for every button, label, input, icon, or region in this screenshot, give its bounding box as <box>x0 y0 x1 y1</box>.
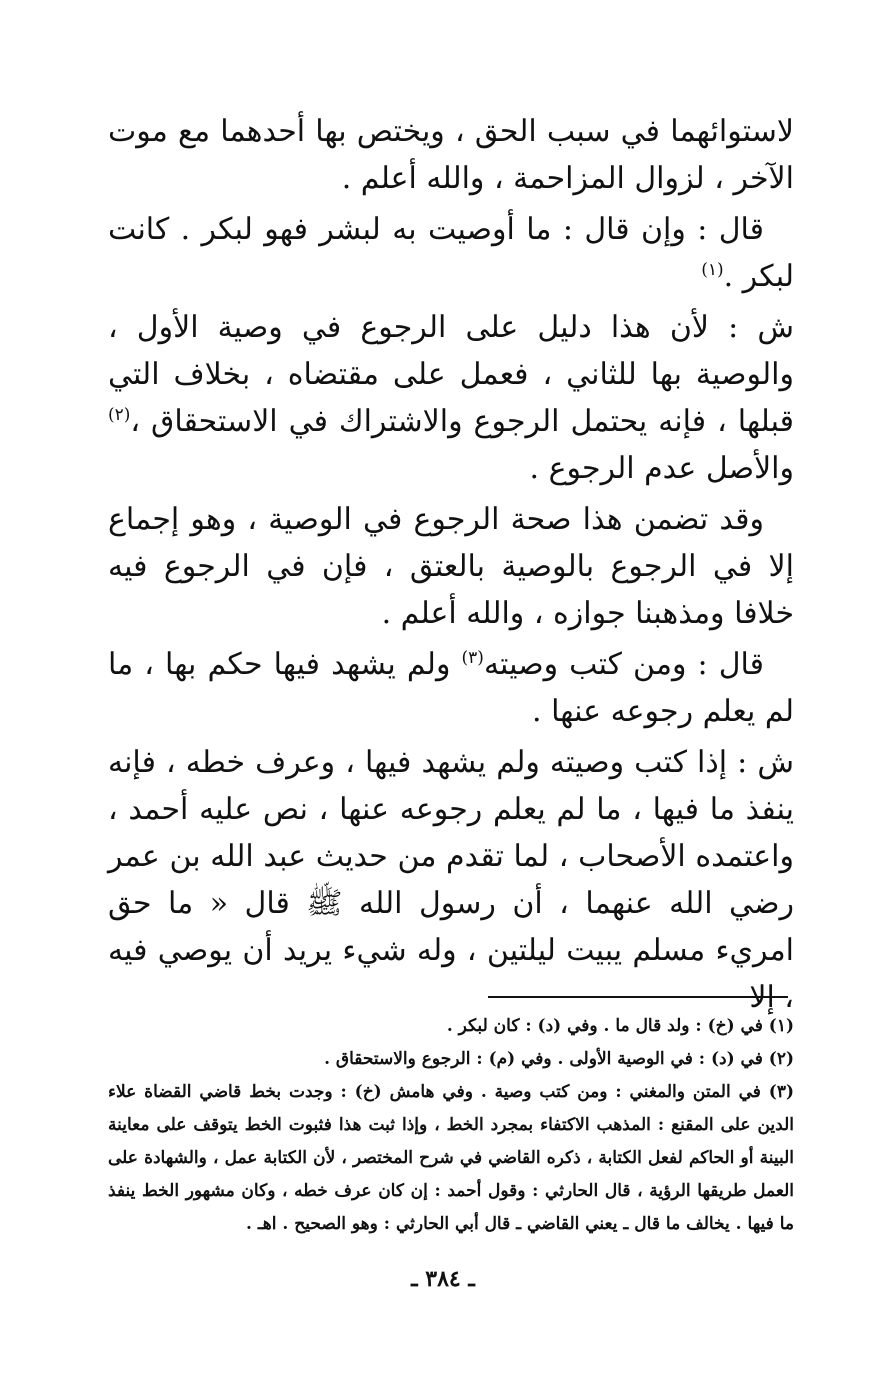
main-text <box>108 108 794 1025</box>
paragraph-5 <box>108 641 794 735</box>
paragraph-3 <box>108 304 794 492</box>
paragraph-6: ش : إذا كتب وصيته ولم يشهد فيها ، وعرف خطه ، فإنه ينفذ ما فيها ، ما لم يعلم رجوعه عنها ، نص عليه أحمد ، واعتمده الأصحاب ، لما تقدم من حديث عبد الله بن عمر رضي الله عنهما ، أن رسول الله ﷺ قال « ما حق امريء مسلم يبيت ليلتين ، وله شيء يريد أن يوصي فيه ، إلا <box>108 745 794 1015</box>
footnote-ref-3[interactable]: (٣) <box>461 648 484 668</box>
paragraph-3-text-a: ش : لأن هذا دليل على الرجوع في وصية الأول ، والوصية بها للثاني ، فعمل على مقتضاه ، بخلاف التي قبلها ، فإنه يحتمل الرجوع والاشتراك في الاستحقاق ، <box>108 310 794 439</box>
paragraph-1: لاستوائهما في سبب الحق ، ويختص بها أحدهما مع موت الآخر ، لزوال المزاحمة ، والله أعلم . <box>108 114 794 196</box>
footnote-ref-1[interactable]: (١) <box>701 260 724 280</box>
paragraph-2-text: قال : وإن قال : ما أوصيت به لبشر فهو لبكر . كانت لبكر . <box>108 212 794 294</box>
paragraph-5-text-a: قال : ومن كتب وصيته <box>483 647 764 682</box>
paragraph-3-text-b: والأصل عدم الرجوع . <box>529 451 794 486</box>
footnote-divider <box>488 996 788 998</box>
footnote-1: (١) في (خ) : ولد قال ما . وفي (د) : كان لبكر . <box>446 1016 794 1036</box>
page-number: ـ ٣٨٤ ـ <box>411 1266 475 1292</box>
footnote-3: (٣) في المتن والمغني : ومن كتب وصية . وفي هامش (خ) : وجدت بخط قاضي القضاة علاء الدين على المقنع : المذهب الاكتفاء بمجرد الخط ، وإذا ثبت هذا فثبوت الخط يتوقف على معاينة البينة أو الحاكم لفعل الكتابة ، ذكره القاضي في شرح المختصر ، لأن الكتابة عمل ، والشهادة على العمل طريقها الرؤية ، قال الحارثي : وقول أحمد : إن كان عرف خطه ، وكان مشهور الخط ينفذ ما فيها . يخالف ما قال ـ يعني القاضي ـ قال أبي الحارثي : وهو الصحيح . اهـ . <box>108 1082 794 1234</box>
paragraph-2 <box>108 206 794 300</box>
footnote-2: (٢) في (د) : في الوصية الأولى . وفي (م) : الرجوع والاستحقاق . <box>324 1049 794 1069</box>
footnotes <box>108 1010 794 1241</box>
footnote-ref-2[interactable]: (٢) <box>108 405 131 425</box>
paragraph-4: وقد تضمن هذا صحة الرجوع في الوصية ، وهو إجماع إلا في الرجوع بالوصية بالعتق ، فإن في الرجوع فيه خلافا ومذهبنا جوازه ، والله أعلم . <box>108 502 794 631</box>
paragraph-5-text-b: ولم يشهد فيها حكم بها ، ما لم يعلم رجوعه عنها . <box>108 647 794 729</box>
